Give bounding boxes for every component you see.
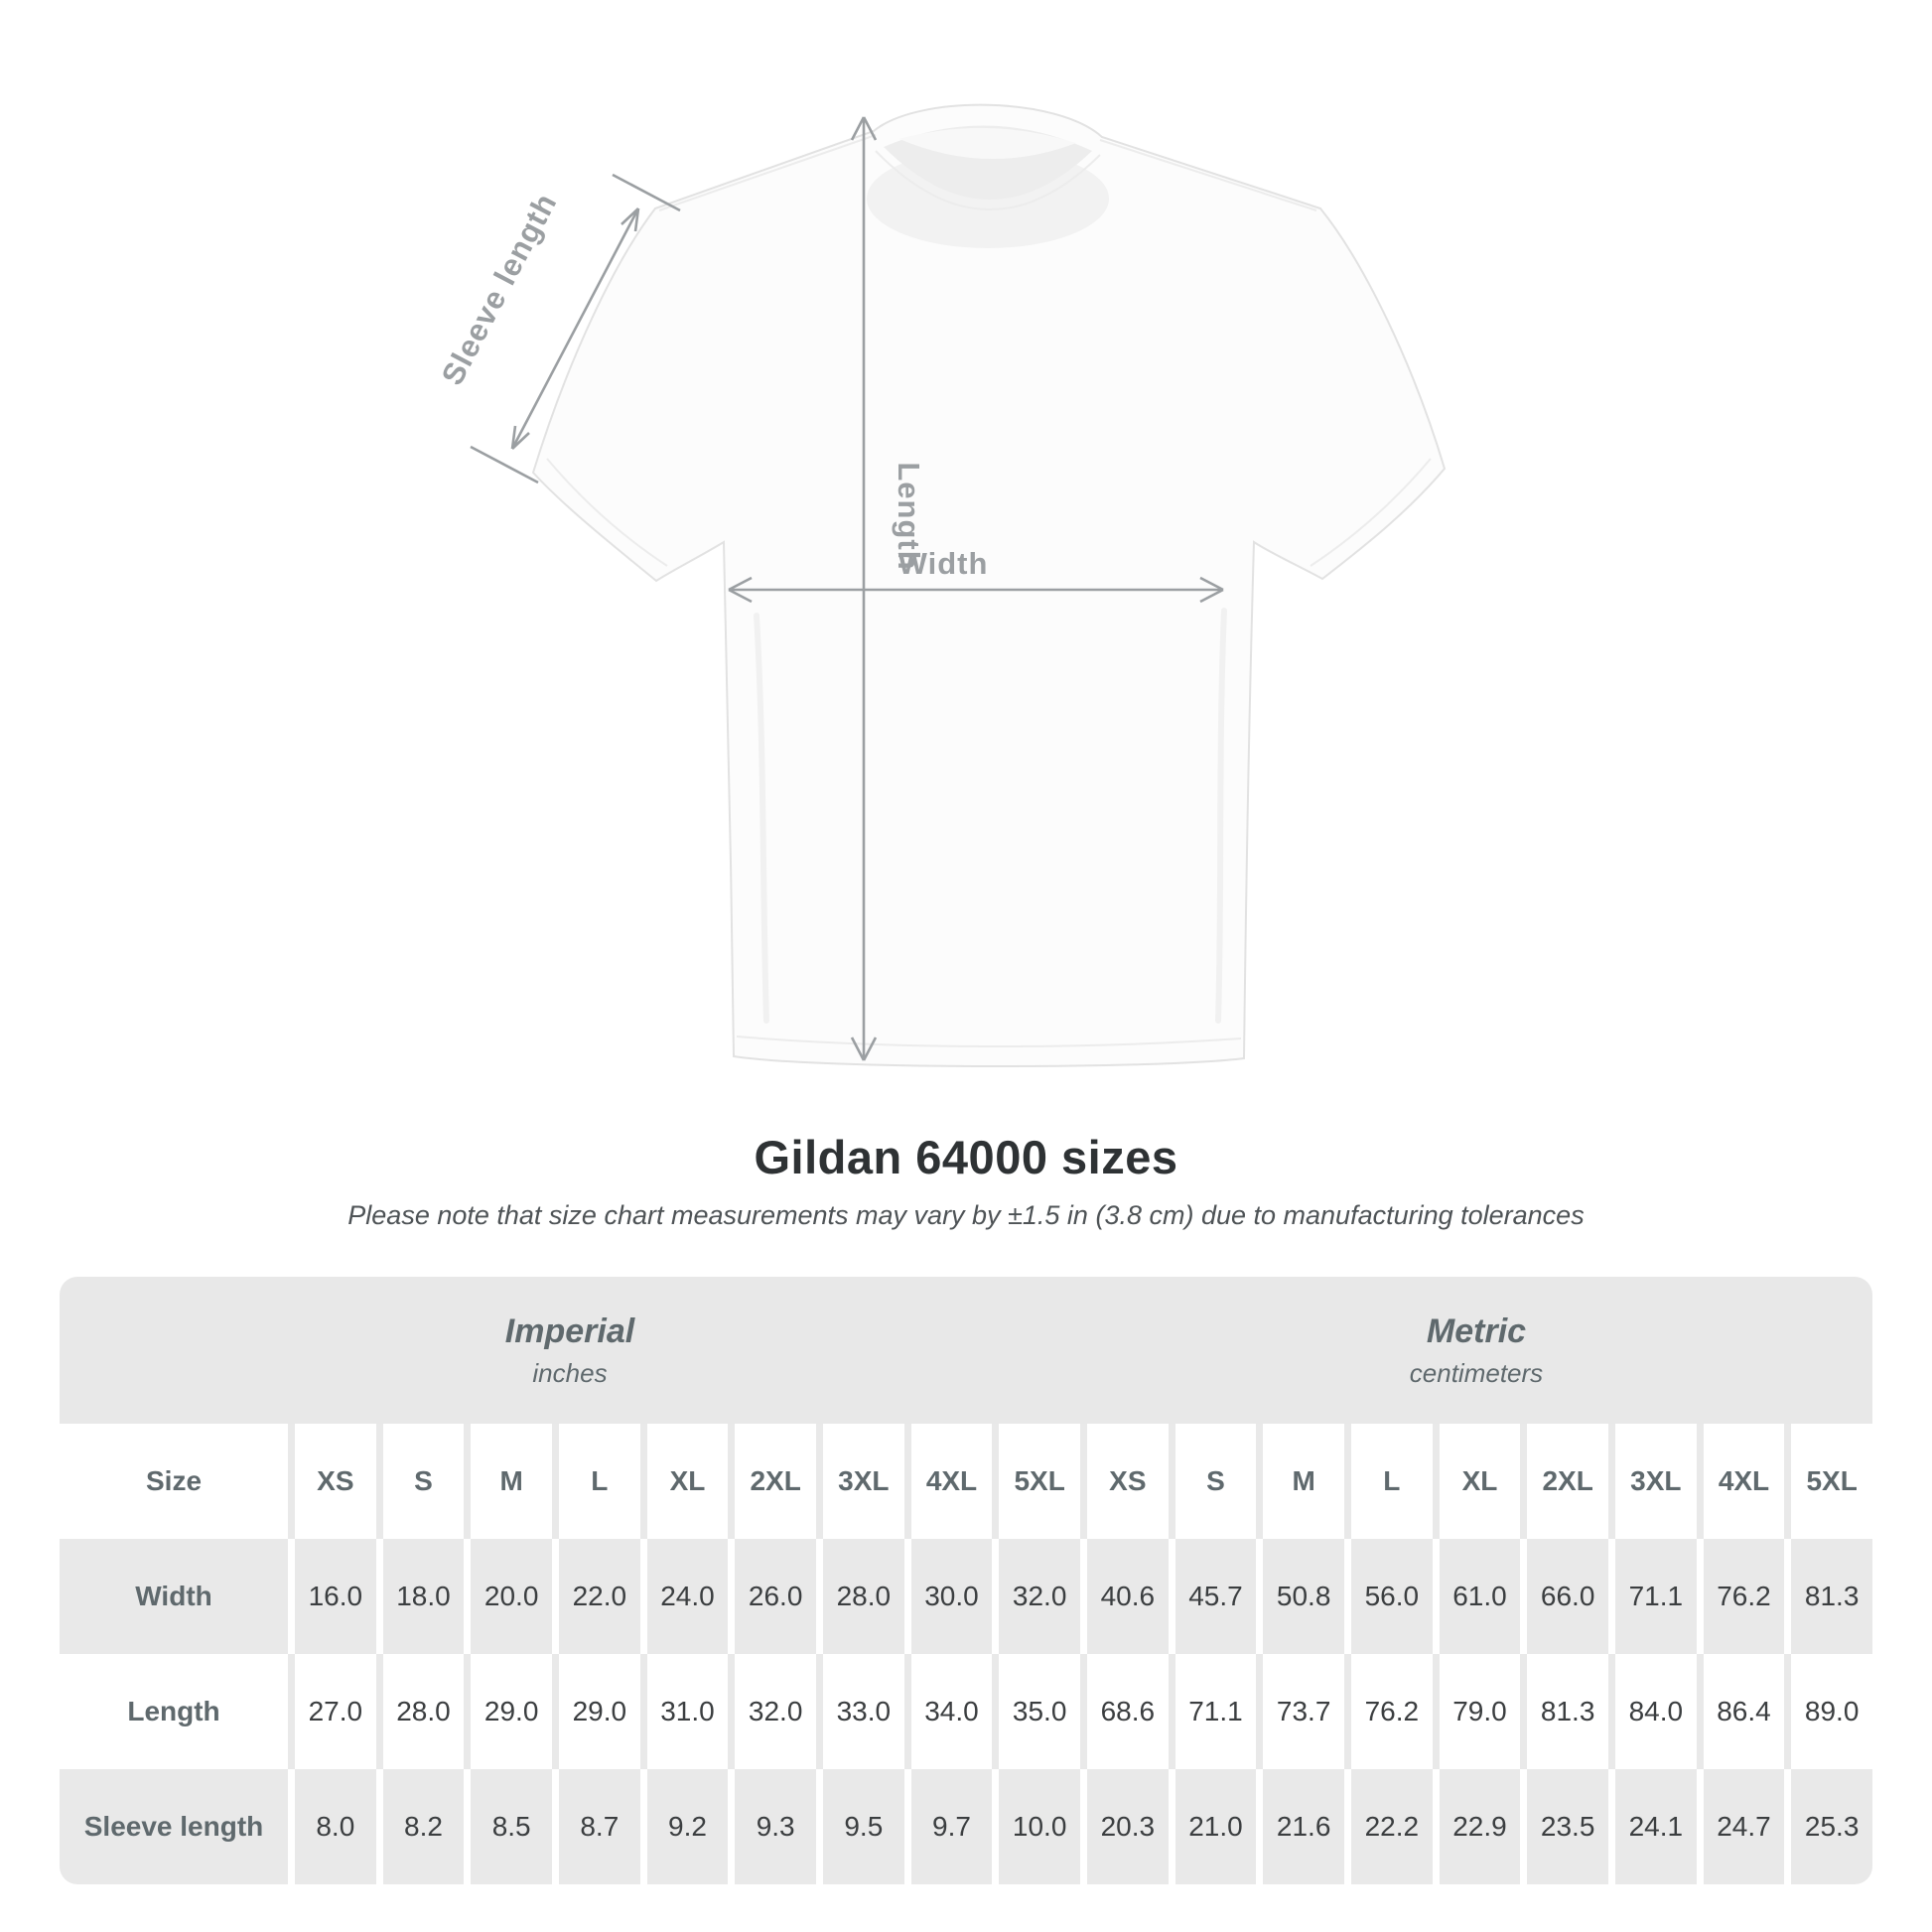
measurement-cell: 89.0 — [1784, 1654, 1872, 1769]
measurement-cell: 8.7 — [552, 1769, 640, 1884]
measurement-cell: 81.3 — [1784, 1539, 1872, 1654]
measurement-cell: 8.2 — [376, 1769, 465, 1884]
unit-group-unit: centimeters — [1409, 1357, 1544, 1388]
measurement-cell: 28.0 — [376, 1654, 465, 1769]
measurement-cell: 45.7 — [1169, 1539, 1257, 1654]
measurement-cell: 9.3 — [728, 1769, 816, 1884]
size-column-header: 4XL — [1697, 1424, 1785, 1539]
measurement-cell: 32.0 — [992, 1539, 1080, 1654]
unit-group-label: Imperial — [504, 1311, 635, 1350]
measurement-cell: 50.8 — [1256, 1539, 1344, 1654]
measurement-cell: 73.7 — [1256, 1654, 1344, 1769]
tolerance-note: Please note that size chart measurements may vary by ±1.5 in (3.8 cm) due to manufacturing tolerances — [347, 1200, 1585, 1230]
measurement-cell: 23.5 — [1520, 1769, 1608, 1884]
row-label: Width — [60, 1539, 288, 1654]
width-label: Width — [897, 546, 989, 581]
measurement-cell: 86.4 — [1697, 1654, 1785, 1769]
measurement-cell: 56.0 — [1344, 1539, 1433, 1654]
measurement-cell: 9.2 — [640, 1769, 729, 1884]
size-column-header: XL — [1433, 1424, 1521, 1539]
size-column-header: L — [1344, 1424, 1433, 1539]
measurement-cell: 28.0 — [816, 1539, 904, 1654]
measurement-cell: 27.0 — [288, 1654, 376, 1769]
measurement-cell: 40.6 — [1080, 1539, 1169, 1654]
size-column-header: XL — [640, 1424, 729, 1539]
size-corner-header: Size — [60, 1424, 288, 1539]
measurement-cell: 33.0 — [816, 1654, 904, 1769]
size-table — [60, 1277, 1872, 1884]
measurement-cell: 24.0 — [640, 1539, 729, 1654]
measurement-cell: 21.6 — [1256, 1769, 1344, 1884]
size-column-header: XS — [1080, 1424, 1169, 1539]
size-column-header: 4XL — [904, 1424, 993, 1539]
measurement-cell: 22.2 — [1344, 1769, 1433, 1884]
measurement-cell: 16.0 — [288, 1539, 376, 1654]
measurement-cell: 21.0 — [1169, 1769, 1257, 1884]
size-column-header: L — [552, 1424, 640, 1539]
size-column-header: 5XL — [992, 1424, 1080, 1539]
measurement-cell: 20.0 — [464, 1539, 552, 1654]
size-column-header: M — [464, 1424, 552, 1539]
measurement-cell: 20.3 — [1080, 1769, 1169, 1884]
tshirt-body — [533, 105, 1445, 1066]
size-column-header: 3XL — [1608, 1424, 1697, 1539]
measurement-cell: 71.1 — [1608, 1539, 1697, 1654]
size-column-header: S — [1169, 1424, 1257, 1539]
measurement-cell: 26.0 — [728, 1539, 816, 1654]
measurement-cell: 79.0 — [1433, 1654, 1521, 1769]
measurement-cell: 22.0 — [552, 1539, 640, 1654]
measurement-cell: 66.0 — [1520, 1539, 1608, 1654]
size-column-header: S — [376, 1424, 465, 1539]
measurement-cell: 35.0 — [992, 1654, 1080, 1769]
measurement-cell: 71.1 — [1169, 1654, 1257, 1769]
unit-group-label: Metric — [1426, 1311, 1527, 1350]
size-column-header: 2XL — [728, 1424, 816, 1539]
row-label: Length — [60, 1654, 288, 1769]
unit-group-unit: inches — [532, 1357, 608, 1388]
tshirt-image — [533, 105, 1445, 1066]
size-column-header: M — [1256, 1424, 1344, 1539]
measurement-cell: 68.6 — [1080, 1654, 1169, 1769]
measurement-cell: 61.0 — [1433, 1539, 1521, 1654]
measurement-cell: 32.0 — [728, 1654, 816, 1769]
row-label: Sleeve length — [60, 1769, 288, 1884]
size-column-header: XS — [288, 1424, 376, 1539]
measurement-cell: 24.7 — [1697, 1769, 1785, 1884]
measurement-cell: 9.7 — [904, 1769, 993, 1884]
size-column-header: 2XL — [1520, 1424, 1608, 1539]
size-column-header: 5XL — [1784, 1424, 1872, 1539]
measurement-cell: 31.0 — [640, 1654, 729, 1769]
unit-group-header-imperial — [60, 1277, 1080, 1424]
measurement-cell: 9.5 — [816, 1769, 904, 1884]
measurement-cell: 22.9 — [1433, 1769, 1521, 1884]
measurement-cell: 76.2 — [1344, 1654, 1433, 1769]
measurement-cell: 8.5 — [464, 1769, 552, 1884]
measurement-cell: 25.3 — [1784, 1769, 1872, 1884]
measurement-cell: 24.1 — [1608, 1769, 1697, 1884]
measurement-cell: 29.0 — [464, 1654, 552, 1769]
sleeve-length-label: Sleeve length — [434, 187, 564, 391]
measurement-cell: 34.0 — [904, 1654, 993, 1769]
length-label: Length — [892, 462, 926, 571]
measurement-cell: 29.0 — [552, 1654, 640, 1769]
measurement-cell: 18.0 — [376, 1539, 465, 1654]
title-block — [0, 1130, 1932, 1231]
page-title: Gildan 64000 sizes — [754, 1131, 1178, 1183]
measurement-cell: 84.0 — [1608, 1654, 1697, 1769]
measurement-cell: 30.0 — [904, 1539, 993, 1654]
unit-group-header-metric — [1080, 1277, 1872, 1424]
size-column-header: 3XL — [816, 1424, 904, 1539]
measurement-cell: 76.2 — [1697, 1539, 1785, 1654]
measurement-cell: 81.3 — [1520, 1654, 1608, 1769]
measurement-cell: 10.0 — [992, 1769, 1080, 1884]
measurement-cell: 8.0 — [288, 1769, 376, 1884]
